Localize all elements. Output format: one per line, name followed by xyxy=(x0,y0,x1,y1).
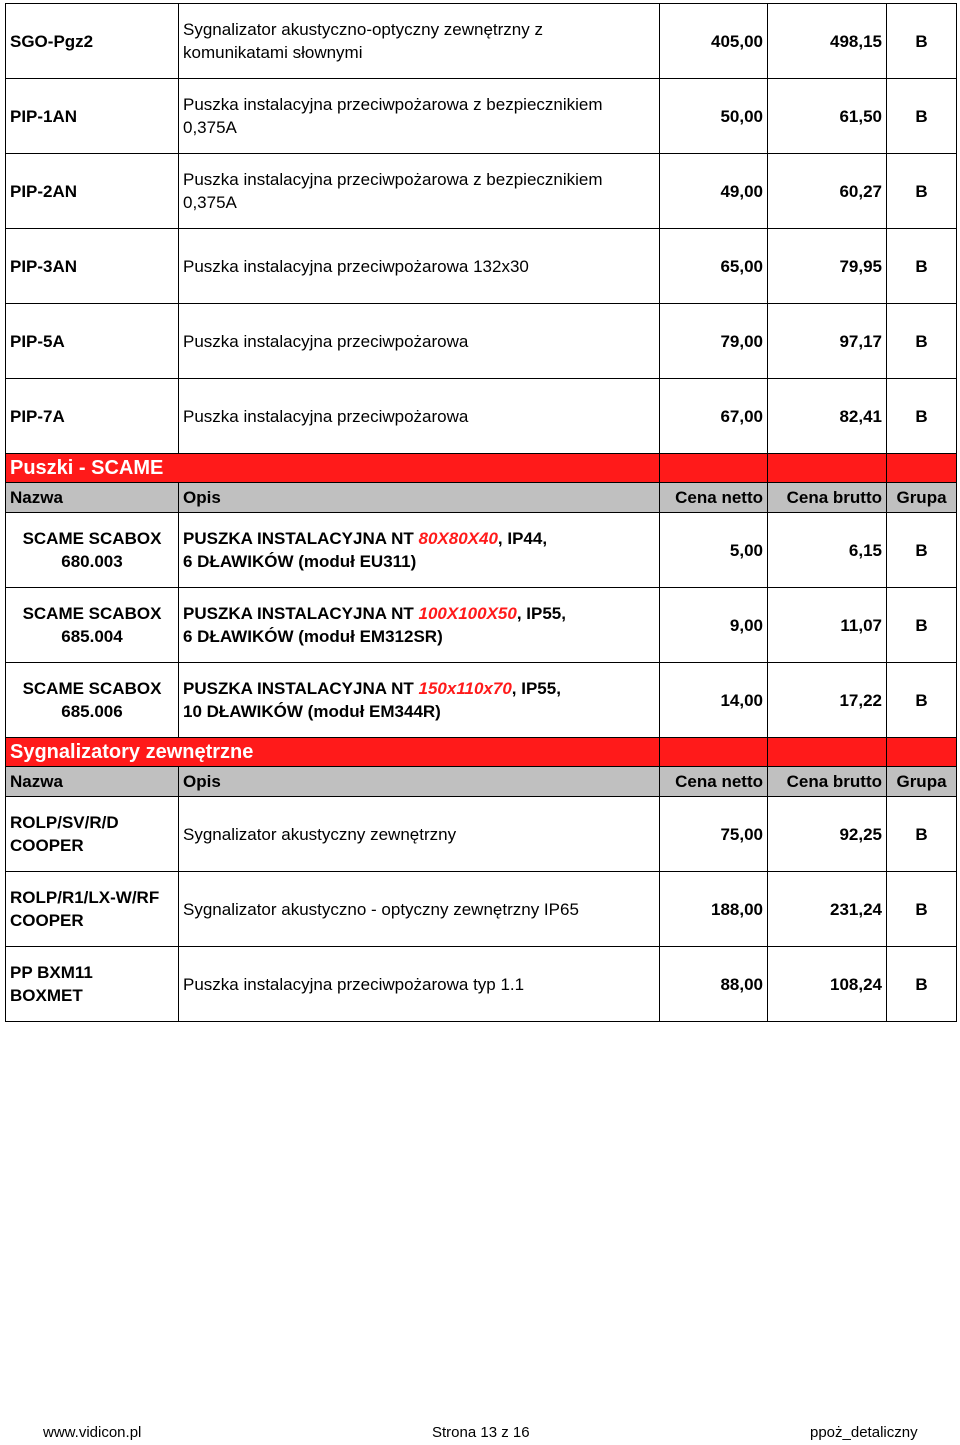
col-header-gross: Cena brutto xyxy=(768,483,887,513)
table-row xyxy=(6,513,957,588)
price-group: B xyxy=(887,872,957,947)
product-description: PUSZKA INSTALACYJNA NT 80X80X40, IP44, 6 DŁAWIKÓW (moduł EU311) xyxy=(179,513,660,588)
price-group: B xyxy=(887,947,957,1022)
price-gross: 92,25 xyxy=(768,797,887,872)
price-group: B xyxy=(887,304,957,379)
price-gross: 79,95 xyxy=(768,229,887,304)
col-header-net: Cena netto xyxy=(660,767,768,797)
price-net: 79,00 xyxy=(660,304,768,379)
product-description: Puszka instalacyjna przeciwpożarowa typ 1.1 xyxy=(179,947,660,1022)
section-title: Sygnalizatory zewnętrzne xyxy=(6,738,660,767)
table-row xyxy=(6,872,957,947)
product-description: PUSZKA INSTALACYJNA NT 150x110x70, IP55, 10 DŁAWIKÓW (moduł EM344R) xyxy=(179,663,660,738)
product-name: ROLP/SV/R/D COOPER xyxy=(6,797,179,872)
product-description: Sygnalizator akustyczno - optyczny zewnętrzny IP65 xyxy=(179,872,660,947)
table-row xyxy=(6,588,957,663)
price-net: 188,00 xyxy=(660,872,768,947)
price-net: 67,00 xyxy=(660,379,768,454)
price-net: 50,00 xyxy=(660,79,768,154)
table-row xyxy=(6,304,957,379)
section-header-scame xyxy=(6,454,957,483)
price-gross: 60,27 xyxy=(768,154,887,229)
price-net: 65,00 xyxy=(660,229,768,304)
table-row xyxy=(6,154,957,229)
col-header-net: Cena netto xyxy=(660,483,768,513)
product-description: Puszka instalacyjna przeciwpożarowa xyxy=(179,304,660,379)
price-group: B xyxy=(887,797,957,872)
price-gross: 6,15 xyxy=(768,513,887,588)
col-header-group: Grupa xyxy=(887,483,957,513)
col-header-group: Grupa xyxy=(887,767,957,797)
price-net: 14,00 xyxy=(660,663,768,738)
price-net: 5,00 xyxy=(660,513,768,588)
price-net: 9,00 xyxy=(660,588,768,663)
section-header-sygnalizatory xyxy=(6,738,957,767)
price-group: B xyxy=(887,154,957,229)
product-name: SGO-Pgz2 xyxy=(6,4,179,79)
price-net: 88,00 xyxy=(660,947,768,1022)
price-gross: 97,17 xyxy=(768,304,887,379)
product-description: Sygnalizator akustyczno-optyczny zewnętrzny z komunikatami słownymi xyxy=(179,4,660,79)
price-gross: 231,24 xyxy=(768,872,887,947)
section-title: Puszki - SCAME xyxy=(6,454,660,483)
product-description: Puszka instalacyjna przeciwpożarowa z bezpiecznikiem 0,375A xyxy=(179,79,660,154)
col-header-name: Nazwa xyxy=(6,767,179,797)
price-gross: 108,24 xyxy=(768,947,887,1022)
product-description: Sygnalizator akustyczny zewnętrzny xyxy=(179,797,660,872)
price-gross: 82,41 xyxy=(768,379,887,454)
col-header-name: Nazwa xyxy=(6,483,179,513)
footer-document-name: ppoż_detaliczny xyxy=(810,1424,918,1441)
column-header-row xyxy=(6,483,957,513)
product-description: Puszka instalacyjna przeciwpożarowa xyxy=(179,379,660,454)
table-row xyxy=(6,947,957,1022)
price-gross: 498,15 xyxy=(768,4,887,79)
price-gross: 61,50 xyxy=(768,79,887,154)
product-name: SCAME SCABOX 685.006 xyxy=(6,663,179,738)
product-name: PIP-7A xyxy=(6,379,179,454)
table-row xyxy=(6,379,957,454)
product-name: PIP-1AN xyxy=(6,79,179,154)
footer-page-number: Strona 13 z 16 xyxy=(432,1424,530,1441)
column-header-row xyxy=(6,767,957,797)
product-name: SCAME SCABOX 685.004 xyxy=(6,588,179,663)
price-group: B xyxy=(887,663,957,738)
price-group: B xyxy=(887,79,957,154)
product-name: SCAME SCABOX 680.003 xyxy=(6,513,179,588)
col-header-gross: Cena brutto xyxy=(768,767,887,797)
col-header-desc: Opis xyxy=(179,483,660,513)
price-net: 49,00 xyxy=(660,154,768,229)
product-name: PIP-5A xyxy=(6,304,179,379)
product-name: PP BXM11 BOXMET xyxy=(6,947,179,1022)
price-group: B xyxy=(887,588,957,663)
product-name: PIP-2AN xyxy=(6,154,179,229)
price-list-table xyxy=(5,3,957,1022)
product-name: ROLP/R1/LX-W/RF COOPER xyxy=(6,872,179,947)
product-description: Puszka instalacyjna przeciwpożarowa z bezpiecznikiem 0,375A xyxy=(179,154,660,229)
table-row xyxy=(6,79,957,154)
product-description: Puszka instalacyjna przeciwpożarowa 132x30 xyxy=(179,229,660,304)
price-net: 75,00 xyxy=(660,797,768,872)
price-gross: 11,07 xyxy=(768,588,887,663)
table-row xyxy=(6,229,957,304)
price-group: B xyxy=(887,4,957,79)
product-description: PUSZKA INSTALACYJNA NT 100X100X50, IP55, 6 DŁAWIKÓW (moduł EM312SR) xyxy=(179,588,660,663)
price-group: B xyxy=(887,379,957,454)
price-net: 405,00 xyxy=(660,4,768,79)
table-row xyxy=(6,663,957,738)
table-row xyxy=(6,797,957,872)
price-group: B xyxy=(887,229,957,304)
col-header-desc: Opis xyxy=(179,767,660,797)
product-name: PIP-3AN xyxy=(6,229,179,304)
price-gross: 17,22 xyxy=(768,663,887,738)
table-row xyxy=(6,4,957,79)
price-group: B xyxy=(887,513,957,588)
footer-website: www.vidicon.pl xyxy=(43,1424,142,1441)
